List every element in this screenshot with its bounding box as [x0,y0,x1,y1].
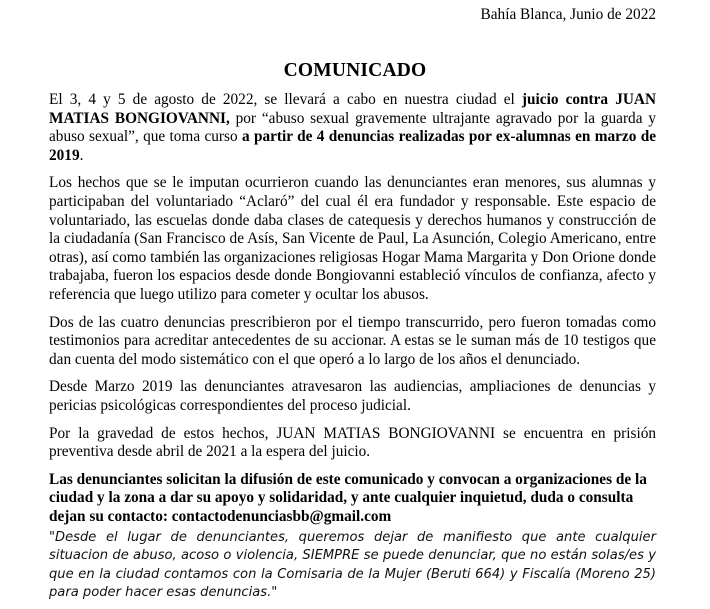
document-title: COMUNICADO [283,60,427,81]
paragraph1-text-a: El 3, 4 y 5 de agosto de 2022, se llevará a cabo en nuestra ciudad el [49,91,522,108]
document-date: Bahía Blanca, Junio de 2022 [480,6,656,23]
paragraph-preventive-detention: Por la gravedad de estos hechos, JUAN MATIAS BONGIOVANNI se encuentra en prisión preventiva desde abril de 2021 a la espera del juicio. [49,424,656,461]
closing-quote: "Desde el lugar de denunciantes, queremos dejar de manifiesto que ante cualquier situacion de abuso, acoso o violencia, SIEMPRE se puede denunciar, que no están solas/es y que en la ciudad contamos con la Comisaria de la Mujer (Beruti 664) y Fiscalía (Moreno 25) para poder hacer esas denuncias." [49,530,656,601]
paragraph-facts: Los hechos que se le imputan ocurrieron cuando las denunciantes eran menores, sus alumnas y participaban del voluntariado “Aclaró” del cual él era fundador y responsable. Este espacio de voluntariado, las escuelas donde daba clases de catequesis y derechos humanos y construcción de la ciudadanía (San Francisco de Asís, San Vicente de Paul, La Asunción, Colegio Americano, entre otras), así como también las organizaciones religiosas Hogar Mama Margarita y Don Orione donde trabajaba, fueron los espacios desde donde Bongiovanni estableció vínculos de confianza, afecto y referencia que luego utilizo para cometer y ocultar los abusos. [49,174,656,303]
document-body [49,91,656,535]
paragraph-trial-announcement [49,91,656,165]
paragraph-closing-call: Las denunciantes solicitan la difusión de este comunicado y convocan a organizaciones de la ciudad y la zona a dar su apoyo y solidaridad, y ante cualquier inquietud, duda o consulta dejan su contacto: contactodenunciasbb@gmail.com [49,470,647,525]
paragraph-prescribed-complaints: Dos de las cuatro denuncias prescribieron por el tiempo transcurrido, pero fueron tomadas como testimonios para acreditar antecedentes de su accionar. A estas se le suman más de 10 testigos que dan cuenta del modo sistemático con el que operó a lo largo de los años el denunciado. [49,313,656,368]
paragraph1-text-c: . [79,146,84,164]
paragraph1-bold-trial: juicio contra JUAN MATIAS BONGIOVANNI, [49,91,656,127]
paragraph-judicial-process: Desde Marzo 2019 las denunciantes atravesaron las audiencias, ampliaciones de denuncias y pericias psicológicas correspondientes del proceso judicial. [49,378,656,414]
paragraph1-text-b: por “abuso sexual gravemente ultrajante agravado por la guarda y abuso sexual”, que toma curso [49,109,656,146]
paragraph1-bold-complaints: a partir de 4 denuncias realizadas por ex-alumnas en marzo de 2019 [49,128,656,164]
